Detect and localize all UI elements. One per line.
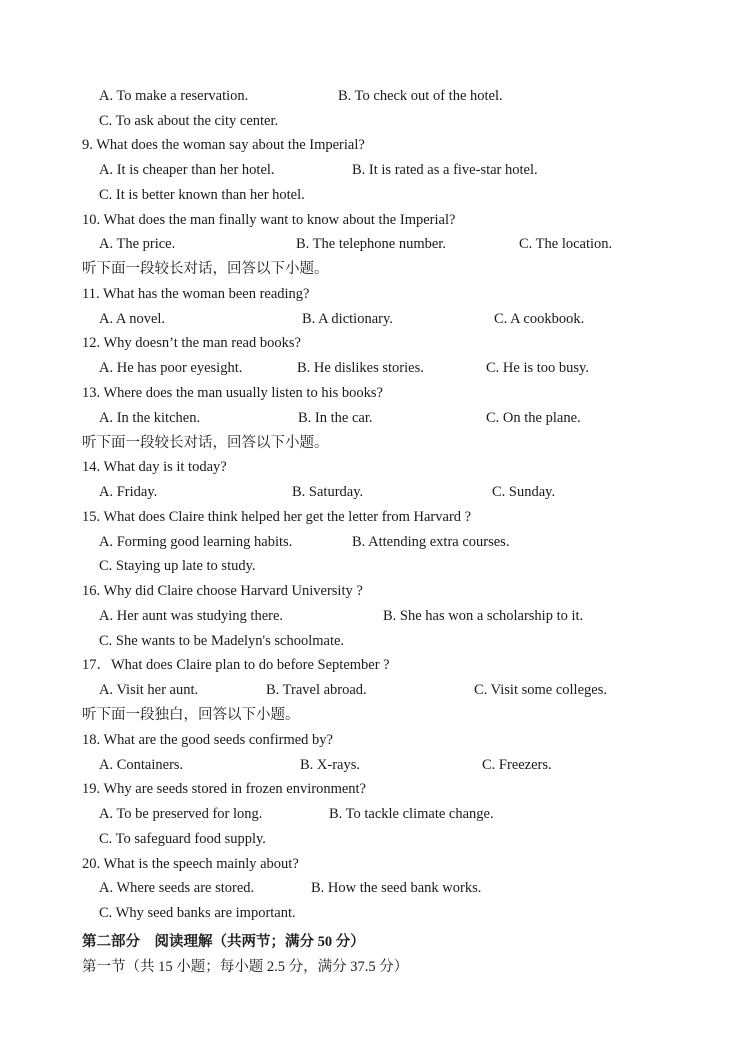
section-instruction: 听下面一段较长对话，回答以下小题。 — [82, 261, 329, 277]
question-18: 18. What are the good seeds confirmed by? — [82, 732, 333, 748]
option-b: B. The telephone number. — [296, 236, 446, 252]
question-10: 10. What does the man finally want to know about the Imperial? — [82, 212, 456, 228]
option-c: C. To ask about the city center. — [99, 113, 279, 129]
option-b: B. A dictionary. — [302, 311, 393, 327]
option-c: C. Staying up late to study. — [99, 558, 256, 574]
option-a: A. Her aunt was studying there. — [99, 608, 284, 624]
option-a: A. Forming good learning habits. — [99, 534, 293, 550]
option-a: A. To be preserved for long. — [99, 806, 263, 822]
option-a: A. Where seeds are stored. — [99, 880, 255, 896]
option-a: A. A novel. — [99, 311, 166, 327]
option-b: B. How the seed bank works. — [311, 880, 482, 896]
section-instruction: 听下面一段较长对话，回答以下小题。 — [82, 435, 329, 451]
option-a: A. The price. — [99, 236, 176, 252]
option-b: B. In the car. — [298, 410, 373, 426]
section-instruction: 听下面一段独白，回答以下小题。 — [82, 707, 300, 723]
question-9: 9. What does the woman say about the Imperial? — [82, 137, 365, 153]
option-b: B. Attending extra courses. — [352, 534, 510, 550]
option-b: B. She has won a scholarship to it. — [383, 608, 584, 624]
option-b: B. To check out of the hotel. — [338, 88, 503, 104]
option-c: C. On the plane. — [486, 410, 581, 426]
option-c: C. He is too busy. — [486, 360, 589, 376]
question-19: 19. Why are seeds stored in frozen environment? — [82, 781, 366, 797]
option-a: A. He has poor eyesight. — [99, 360, 243, 376]
option-a: A. In the kitchen. — [99, 410, 201, 426]
question-13: 13. Where does the man usually listen to his books? — [82, 385, 383, 401]
option-b: B. He dislikes stories. — [297, 360, 424, 376]
option-a: A. Visit her aunt. — [99, 682, 199, 698]
question-15: 15. What does Claire think helped her get the letter from Harvard ? — [82, 509, 472, 525]
option-a: A. To make a reservation. — [99, 88, 249, 104]
section-heading: 第一节（共 15 小题；每小题 2.5 分，满分 37.5 分） — [82, 959, 409, 975]
option-c: C. She wants to be Madelyn's schoolmate. — [99, 633, 345, 649]
option-a: A. It is cheaper than her hotel. — [99, 162, 275, 178]
question-16: 16. Why did Claire choose Harvard University ? — [82, 583, 363, 599]
option-a: A. Containers. — [99, 757, 184, 773]
option-c: C. Visit some colleges. — [474, 682, 607, 698]
option-c: C. Freezers. — [482, 757, 552, 773]
part-heading: 第二部分 阅读理解（共两节；满分 50 分） — [82, 934, 365, 950]
question-20: 20. What is the speech mainly about? — [82, 856, 299, 872]
option-b: B. Saturday. — [292, 484, 364, 500]
option-c: C. The location. — [519, 236, 613, 252]
question-12: 12. Why doesn’t the man read books? — [82, 335, 301, 351]
option-b: B. It is rated as a five-star hotel. — [352, 162, 538, 178]
option-a: A. Friday. — [99, 484, 158, 500]
question-14: 14. What day is it today? — [82, 459, 227, 475]
option-c: C. Why seed banks are important. — [99, 905, 296, 921]
option-b: B. X-rays. — [300, 757, 361, 773]
option-b: B. Travel abroad. — [266, 682, 367, 698]
question-11: 11. What has the woman been reading? — [82, 286, 310, 302]
option-c: C. A cookbook. — [494, 311, 585, 327]
option-c: C. It is better known than her hotel. — [99, 187, 305, 203]
option-c: C. Sunday. — [492, 484, 556, 500]
option-c: C. To safeguard food supply. — [99, 831, 266, 847]
question-17: 17．What does Claire plan to do before September ? — [82, 657, 390, 673]
option-b: B. To tackle climate change. — [329, 806, 494, 822]
